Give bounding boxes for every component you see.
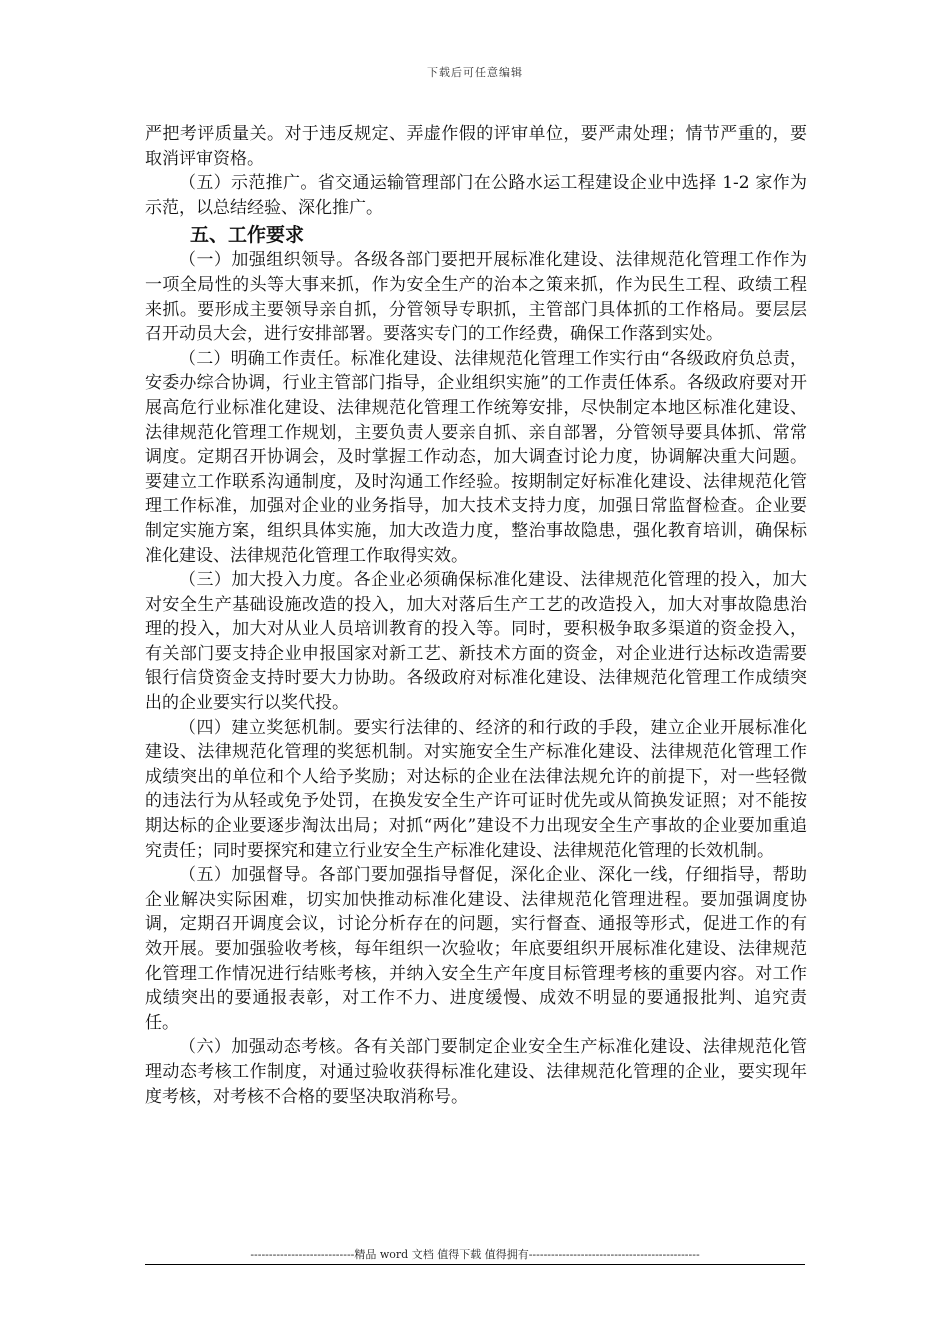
footer-divider (145, 1264, 805, 1265)
requirement-supervision: （五）加强督导。各部门要加强指导督促，深化企业、深化一线，仔细指导，帮助企业解决实际困难，切实加快推动标准化建设、法律规范化管理进程。要加强调度协调，定期召开调度会议，讨论分析存在的问题，实行督查、通报等形式，促进工作的有效开展。要加强验收考核，每年组织一次验收；年底要组织开展标准化建设、法律规范化管理工作情况进行结账考核，并纳入安全生产年度目标管理考核的重要内容。对工作成绩突出的要通报表彰，对工作不力、进度缓慢、成效不明显的要通报批判、追究责任。 (145, 865, 807, 1033)
page-header-note: 下载后可任意编辑 (427, 66, 523, 79)
requirement-investment: （三）加大投入力度。各企业必须确保标准化建设、法律规范化管理的投入，加大对安全生产基础设施改造的投入，加大对落后生产工艺的改造投入，加大对事故隐患治理的投入，加大对从业人员培训教育的投入等。同时，要积极争取多渠道的资金投入，有关部门要支持企业申报国家对新工艺、新技术方面的资金，对企业进行达标改造需要银行信贷资金支持时要大力协助。各级政府对标准化建设、法律规范化管理工作成绩突出的企业要实行以奖代投。 (145, 570, 807, 714)
paragraph-continuation: 严把考评质量关。对于违反规定、弄虚作假的评审单位，要严肃处理；情节严重的，要取消评审资格。 (145, 124, 807, 169)
document-body (145, 122, 807, 1109)
paragraph-demonstration: （五）示范推广。省交通运输管理部门在公路水运工程建设企业中选择 1-2 家作为示范，以总结经验、深化推广。 (145, 173, 807, 218)
page-footer-note: ----------------------------精品 word 文档 值得下载 值得拥有---------------------------------------------- (250, 1248, 700, 1261)
requirement-organization: （一）加强组织领导。各级各部门要把开展标准化建设、法律规范化管理工作作为一项全局性的头等大事来抓，作为安全生产的治本之策来抓，作为民生工程、政绩工程来抓。要形成主要领导亲自抓，分管领导专职抓，主管部门具体抓的工作格局。要层层召开动员大会，进行安排部署。要落实专门的工作经费，确保工作落到实处。 (145, 250, 807, 345)
requirement-responsibility: （二）明确工作责任。标准化建设、法律规范化管理工作实行由“各级政府负总责，安委办综合协调，行业主管部门指导，企业组织实施”的工作责任体系。各级政府要对开展高危行业标准化建设、法律规范化管理工作统筹安排，尽快制定本地区标准化建设、法律规范化管理工作规划，主要负责人要亲自抓、亲自部署，分管领导要具体抓、常常调度。定期召开协调会，及时掌握工作动态，加大调查讨论力度，协调解决重大问题。要建立工作联系沟通制度，及时沟通工作经验。按期制定好标准化建设、法律规范化管理工作标准，加强对企业的业务指导，加大技术支持力度，加强日常监督检查。企业要制定实施方案，组织具体实施，加大改造力度，整治事故隐患，强化教育培训，确保标准化建设、法律规范化管理工作取得实效。 (145, 348, 807, 566)
requirement-dynamic-assessment: （六）加强动态考核。各有关部门要制定企业安全生产标准化建设、法律规范化管理动态考核工作制度，对通过验收获得标准化建设、法律规范化管理的企业，要实现年度考核，对考核不合格的要坚决取消称号。 (145, 1037, 807, 1107)
requirement-incentives: （四）建立奖惩机制。要实行法律的、经济的和行政的手段，建立企业开展标准化建设、法律规范化管理的奖惩机制。对实施安全生产标准化建设、法律规范化管理工作成绩突出的单位和个人给予奖励；对达标的企业在法律法规允许的前提下，对一些轻微的违法行为从轻或免予处罚，在换发安全生产许可证时优先或从简换发证照；对不能按期达标的企业要逐步淘汰出局；对抓“两化”建设不力出现安全生产事故的企业要加重追究责任；同时要探究和建立行业安全生产标准化建设、法律规范化管理的长效机制。 (145, 717, 807, 861)
section-heading: 五、工作要求 (190, 224, 305, 247)
